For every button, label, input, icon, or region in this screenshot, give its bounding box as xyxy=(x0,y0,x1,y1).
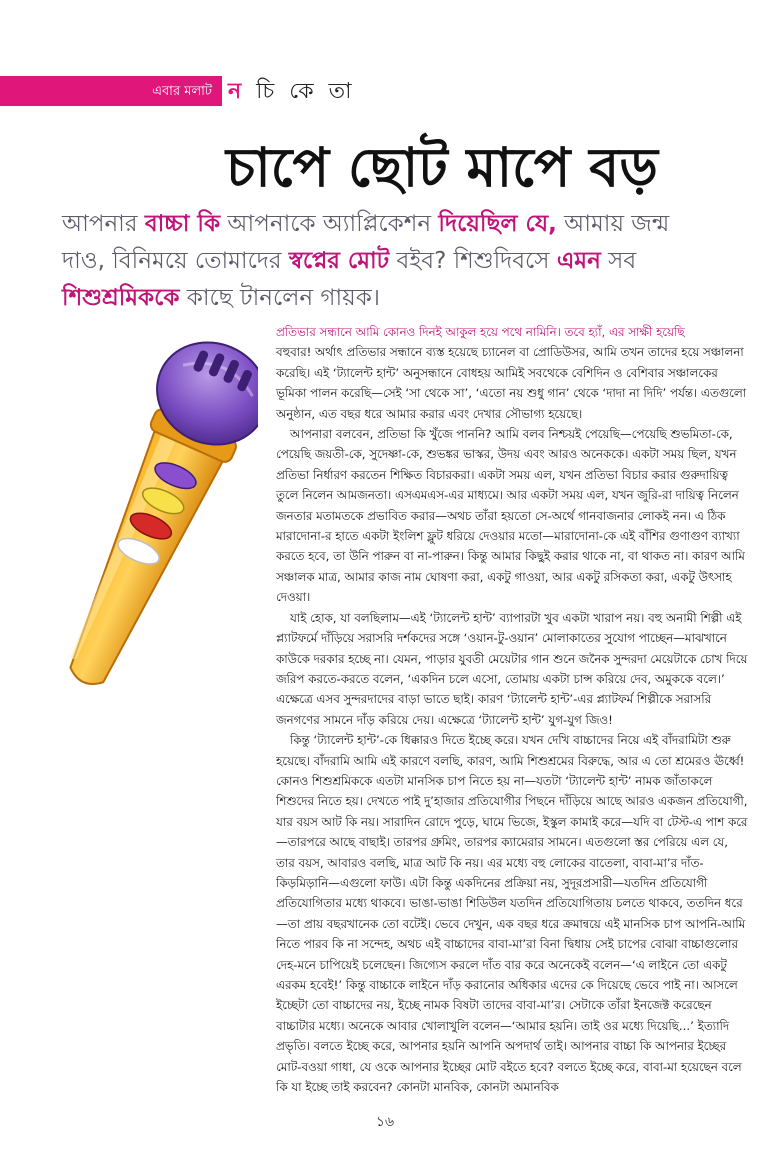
article-paragraph: কিন্তু ‘ট্যালেন্ট হান্ট’-কে ধিক্কারও দিতে ইচ্ছে করে। যখন দেখি বাচ্চাদের নিয়ে এই বাঁদরামিটা শুরু হয়েছে। বাঁদরামি আমি এই কারণে বলছি, কারণ, আমি শিশুশ্রমের বিরুদ্ধে, আর এ তো শ্রমেরও ঊর্ধ্বে! কোনও শিশুশ্রমিককে এতটা মানসিক চাপ নিতে হয় না—যতটা ‘ট্যালেন্ট হান্ট’ নামক জাঁতাকলে শিশুদের নিতে হয়। দেখতে পাই দু’হাজার প্রতিযোগীর পিছনে দাঁড়িয়ে আছে আরও একজন প্রতিযোগী, যার বয়স আট কি নয়। সারাদিন রোদে পুড়ে, ঘামে ভিজে, ইস্কুল কামাই করে—যদি বা টেস্ট-এ পাশ করে—তারপরে আছে বাছাই। তারপর গ্রুমিং, তারপর ক্যামেরার সামনে। এতগুলো স্তর পেরিয়ে এল যে, তার বয়স, আবারও বলছি, মাত্র আট কি নয়। এর মধ্যে বহু লোকের বাতেলা, বাবা-মা’র দাঁত-কিড়মিড়ানি—এগুলো ফাউ। এটা কিন্তু একদিনের প্রক্রিয়া নয়, সুদূরপ্রসারী—যতদিন প্রতিযোগী প্রতিযোগিতার মধ্যে থাকবে। ভাঙা-ভাঙা শিডিউল যতদিন প্রতিযোগিতায় চলতে থাকবে, ততদিন ধরে—তা প্রায় বছরখানেক তো বটেই। ভেবে দেখুন, এক বছর ধরে ক্রমান্বয়ে এই মানসিক চাপ আপনি-আমি নিতে পারব কি না সন্দেহ, অথচ এই বাচ্চাদের বাবা-মা’রা বিনা দ্বিধায় সেই চাপের বোঝা বাচ্চাগুলোর দেহ-মনে চাপিয়েই চলেছেন। জিগ্যেস করলে দাঁত বার করে অনেকেই বলেন—‘এ লাইনে তো একটু এরকম হবেই!’ কিন্তু বাচ্চাকে লাইনে দাঁড় করানোর অধিকার এদের কে দিয়েছে ভেবে পাই না। আসলে ইচ্ছেটা তো বাচ্চাদের নয়, ইচ্ছে নামক বিষটা তাদের বাবা-মা’র। সেটাকে তাঁরা ইনজেক্ট করেছেন বাচ্চাটার মধ্যে। অনেকে আবার খোলাখুলি বলেন—‘আমার হয়নি। তাই ওর মধ্যে দিয়েছি...’ ইত্যাদি প্রভৃতি। বলতে ইচ্ছে করে, আপনার হয়নি আপনি অপদার্থ তাই। আপনার বাচ্চা কি আপনার ইচ্ছের মোট-বওয়া গাধা, যে ওকে আপনার ইচ্ছের মোট বইতে হবে? বলতে ইচ্ছে করে, বাবা-মা হয়েছেন বলে কি যা ইচ্ছে তাই করবেন? কোনটা মানবিক, কোনটা অমানবিক xyxy=(276,733,748,1095)
deck-part: সব xyxy=(600,248,637,274)
headline: চাপে ছোট মাপে বড় xyxy=(226,136,658,199)
page-number: ১৬ xyxy=(375,1114,395,1130)
deck-highlight: বাচ্চা কি xyxy=(144,211,221,237)
deck-highlight: শিশুশ্রমিককে xyxy=(62,285,180,311)
deck-part: আপনাকে অ্যাপ্লিকেশন xyxy=(220,211,439,237)
deck-standfirst xyxy=(62,206,692,317)
series-initial: ন xyxy=(228,79,246,104)
deck-part: বইব? শিশুদিবসে xyxy=(389,248,557,274)
deck-highlight: স্বপ্নের মোট xyxy=(288,248,390,274)
article-body xyxy=(276,322,750,1097)
section-bar xyxy=(0,76,222,106)
article-paragraph: যাই হোক, যা বলছিলাম—এই ‘ট্যালেন্ট হান্ট’ ব্যাপারটা খুব একটা খারাপ নয়। বহু অনামী শিল্পী এই প্ল্যাটফর্মে দাঁড়িয়ে সরাসরি দর্শকদের সঙ্গে ‘ওয়ান-টু-ওয়ান’ মোলাকাতের সুযোগ পাচ্ছেন—মাঝখানে কাউকে দরকার হচ্ছে না। যেমন, পাড়ার যুবতী মেয়েটার গান শুনে জনৈক সুন্দরদা মেয়েটাকে চোখ দিয়ে জরিপ করতে-করতে বলেন, ‘একদিন চলে এসো, তোমায় একটা চান্স করিয়ে দেব, অমুককে বলে।’ এক্ষেত্রে এসব সুন্দরদাদের বাড়া ভাতে ছাই। কারণ ‘ট্যালেন্ট হান্ট’-এর প্ল্যাটফর্ম শিল্পীকে সরাসরি জনগণের সামনে দাঁড় করিয়ে দেয়। এক্ষেত্রে ‘ট্যালেন্ট হান্ট’ যুগ-যুগ জিও! xyxy=(276,610,748,727)
article-paragraph: আপনারা বলবেন, প্রতিভা কি খুঁজে পাননি? আমি বলব নিশ্চয়ই পেয়েছি—পেয়েছি শুভমিতা-কে, পেয়েছি জয়তী-কে, সুদেষ্ণা-কে, শুভঙ্কর ভাস্কর, উদয় এবং আরও অনেককে। একটা সময় ছিল, যখন প্রতিভা নির্ধারণ করতেন শিক্ষিত বিচারকরা। একটা সময় এল, যখন প্রতিভা বিচার করার গুরুদায়িত্ব তুলে নিলেন আমজনতা। এসএমএস-এর মাধ্যমে। আর একটা সময় এল, যখন জুরি-রা দায়িত্ব নিলেন জনতার মতামতকে প্রভাবিত করার—অথচ তাঁরা হয়তো সে-অর্থে গানবাজনার লোকই নন। এ ঠিক মারাদোনা-র হাতে একটা ইংলিশ ফ্লুট ধরিয়ে দেওয়ার মতো—মারাদোনা-কে এই বাঁশির গুণাগুণ ব্যাখ্যা করতে হবে, তা উনি পারুন বা না-পারুন। কিন্তু আমার কিছুই করার থাকে না, বা থাকত না। কারণ আমি সঞ্চালক মাত্র, আমার কাজ নাম ঘোষণা করা, একটু গাওয়া, আর একটু রসিকতা করা, একটু উৎসাহ দেওয়া। xyxy=(276,427,745,605)
toy-microphone-icon xyxy=(58,320,258,710)
series-rest: চি কে তা xyxy=(256,79,356,104)
article-paragraph: বহুবার! অর্থাৎ প্রতিভার সন্ধানে ব্যস্ত হয়েছে চ্যানেল বা প্রোডিউসর, আমি তখন তাদের হয়ে সঞ্চালনা করেছি। এই ‘ট্যালেন্ট হান্ট’ অনুসন্ধানে বোধহয় আমিই সবথেকে বেশিদিন ও বেশিবার সঞ্চালকের ভূমিকা পালন করেছি—সেই ‘সা থেকে সা’, ‘এতো নয় শুধু গান’ থেকে ‘দাদা না দিদি’ পর্যন্ত। এতগুলো অনুষ্ঠান, এত বছর ধরে আমার করার এবং দেখার সৌভাগ্য হয়েছে। xyxy=(276,345,747,421)
series-name xyxy=(228,74,356,111)
deck-part: আপনার xyxy=(62,211,145,237)
deck-part: আমায় জন্ম দাও, বিনিময়ে তোমাদের xyxy=(62,211,670,274)
article-lead-sentence: প্রতিভার সন্ধানে আমি কোনও দিনই আকুল হয়ে পথে নামিনি। তবে হ্যাঁ, এর সাক্ষী হয়েছি xyxy=(276,325,685,339)
deck-part: কাছে টানলেন গায়ক। xyxy=(179,285,381,311)
section-label: এবার মলাট xyxy=(152,84,212,99)
deck-highlight: দিয়েছিল যে, xyxy=(438,211,557,237)
article-paragraph xyxy=(276,322,750,342)
deck-highlight: এমন xyxy=(556,248,601,274)
